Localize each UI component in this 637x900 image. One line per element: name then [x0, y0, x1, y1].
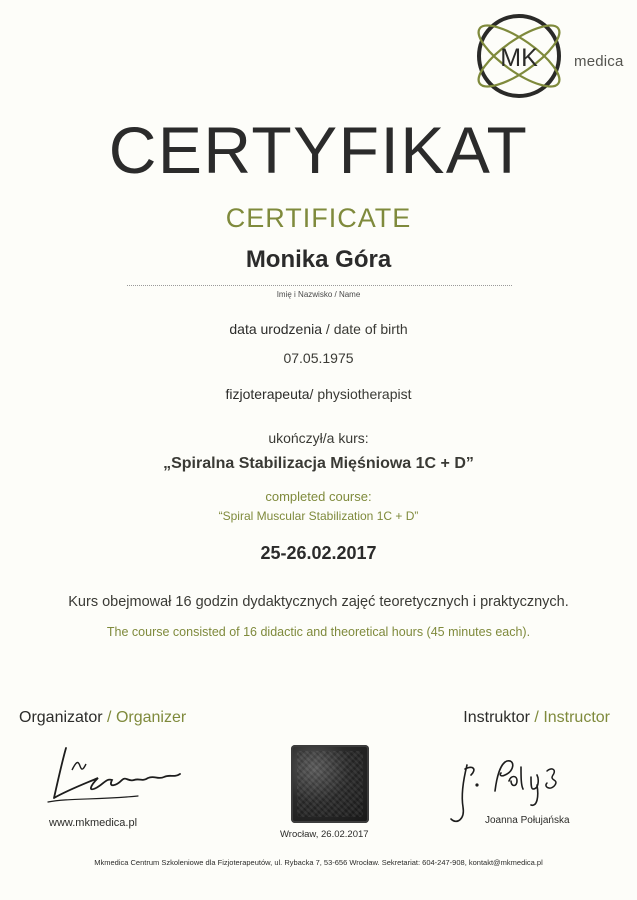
organizer-label-separator: / — [102, 709, 116, 726]
course-hours-pl: Kurs obejmował 16 godzin dydaktycznych zajęć teoretycznych i praktycznych. — [68, 594, 569, 610]
profession-pl: fizjoterapeuta — [225, 386, 310, 402]
instructor-signature — [447, 745, 587, 825]
dob-value: 07.05.1975 — [283, 350, 354, 366]
name-caption-en: Name — [338, 290, 361, 299]
course-hours-en: The course consisted of 16 didactic and theoretical hours (45 minutes each). — [106, 625, 531, 639]
name-caption — [0, 290, 637, 299]
instructor-label-pl: Instruktor — [463, 709, 530, 726]
course-name-en: “Spiral Muscular Stabilization 1C + D” — [218, 509, 419, 523]
organizer-signature — [28, 740, 188, 810]
name-caption-separator: / — [332, 290, 339, 299]
instructor-label-en: Instructor — [543, 709, 610, 726]
website-link: www.mkmedica.pl — [49, 817, 138, 829]
instructor-name: Joanna Połujańska — [485, 815, 570, 826]
place-and-date: Wrocław, 26.02.2017 — [280, 829, 369, 840]
mkmedica-logo — [464, 4, 634, 104]
name-caption-pl: Imię i Nazwisko — [276, 290, 333, 299]
logo-mark-text: MK — [500, 44, 538, 72]
dob-label-separator: / — [322, 321, 334, 337]
certificate-subtitle: CERTIFICATE — [225, 203, 412, 233]
atom-orbit-logo-icon — [464, 4, 574, 104]
profession-separator: / — [309, 386, 318, 402]
completed-course-label-pl: ukończył/a kurs: — [268, 430, 369, 446]
footer-address: Mkmedica Centrum Szkoleniowe dla Fizjoterapeutów, ul. Rybacka 7, 53-656 Wrocław. Sekretariat: 604-247-908, kontakt@mkmedica.pl — [94, 858, 543, 867]
instructor-label-separator: / — [529, 709, 544, 726]
instructor-label — [463, 709, 610, 727]
dob-label-en: date of birth — [333, 321, 408, 337]
embossed-seal — [291, 745, 369, 823]
dob-label — [0, 321, 637, 337]
course-name-pl: „Spiralna Stabilizacja Mięśniowa 1C + D” — [163, 455, 474, 472]
organizer-label — [19, 709, 186, 727]
course-dates: 25-26.02.2017 — [260, 543, 377, 563]
profession — [0, 386, 637, 402]
logo-brand-text: medica — [574, 53, 624, 70]
organizer-label-en: Organizer — [115, 709, 187, 726]
profession-en: physiotherapist — [317, 386, 412, 402]
name-dotted-rule — [127, 285, 512, 286]
organizer-label-pl: Organizator — [19, 709, 103, 726]
dob-label-pl: data urodzenia — [229, 321, 323, 337]
person-name: Monika Góra — [245, 246, 392, 273]
certificate-title: CERTYFIKAT — [108, 113, 529, 187]
completed-course-label-en: completed course: — [265, 489, 372, 504]
